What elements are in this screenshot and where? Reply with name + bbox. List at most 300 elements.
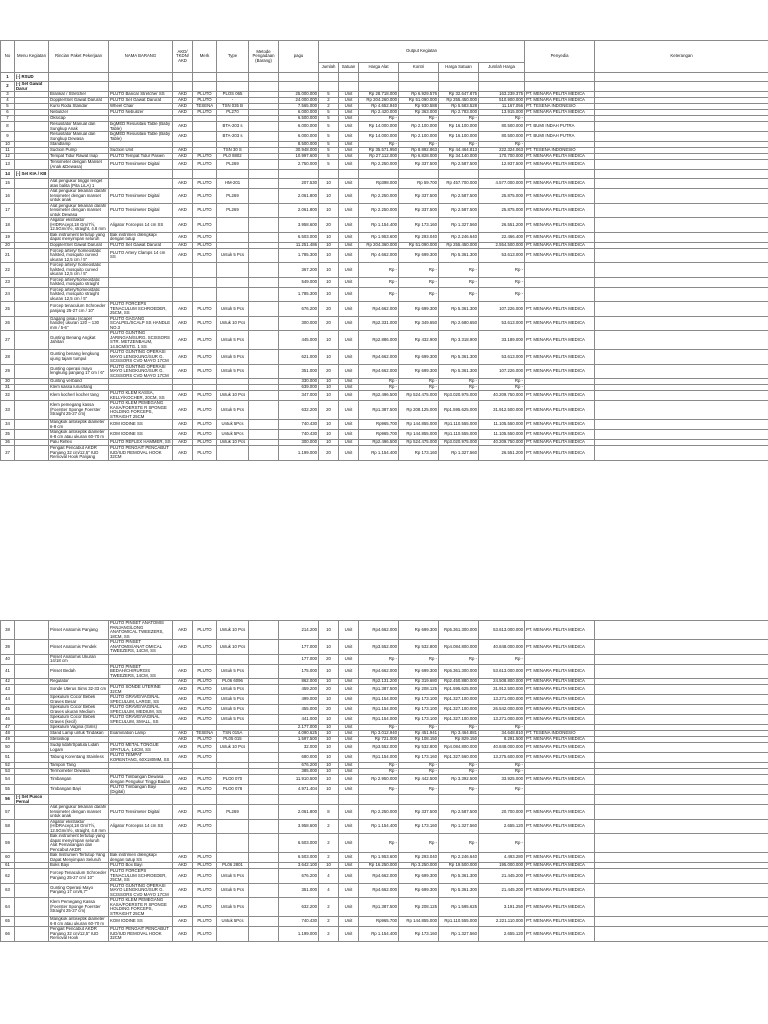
- cell-akd: AKD: [173, 715, 193, 725]
- cell-harga-satuan: Rp -: [439, 142, 479, 148]
- cell-menu: [15, 160, 49, 170]
- cell-satuan: Unit: [339, 737, 359, 743]
- cell-menu: [-] Set KIA / KB: [15, 170, 49, 179]
- cell-keterangan: [595, 277, 768, 287]
- cell-akd: AKD: [173, 430, 193, 440]
- cell-pagu: 1.785.300: [279, 248, 319, 263]
- cell-kontri: Rp -: [399, 277, 439, 287]
- cell-merk: PLUTO: [193, 685, 217, 695]
- col-header-jumlah-harga: Jumlah Harga: [479, 63, 525, 73]
- cell-merk: PLUTO: [193, 189, 217, 204]
- cell-rincian: Gunting benang lengkung ujung tajam tumpul: [49, 350, 109, 365]
- cell-nama-barang: PLUTO GRAVE/VAGINAL SPECULUM, LARGE, SS: [109, 695, 173, 705]
- cell-kontri: Rp 337.500: [399, 203, 439, 218]
- cell-keterangan: [595, 302, 768, 317]
- cell-merk: PLUTO: [193, 621, 217, 640]
- cell-nama-barang: PLUTO Timbangan Dewasa dengan Pengukur Tinggi Badan: [109, 775, 173, 785]
- cell-keterangan: [595, 785, 768, 795]
- cell-rincian: Pinset Bedah: [49, 664, 109, 679]
- cell-jumlah-harga: 22.466.400: [479, 232, 525, 242]
- cell-menu: [15, 401, 49, 420]
- cell-harga-alat: Rp4.662.000: [359, 621, 399, 640]
- cell-merk: PLUTO: [193, 743, 217, 753]
- cell-pagu: 6.000.000: [279, 122, 319, 132]
- cell-penyedia: PT. MENARA PELITA MEDICA: [525, 863, 595, 869]
- cell-akd: AKD: [173, 819, 193, 834]
- cell-no: 38: [1, 621, 15, 640]
- cell-akd: AKD: [173, 705, 193, 715]
- cell-menu: [15, 316, 49, 331]
- cell-rincian: Forcep artery/ homeostatic halsted, mosquito curved ukuran 12,5 cm / 5": [49, 248, 109, 263]
- cell-kontri: Rp 451.941: [399, 731, 439, 737]
- cell-satuan: Unit: [339, 379, 359, 385]
- cell-akd: [173, 287, 193, 302]
- cell-type: [217, 232, 249, 242]
- cell-penyedia: PT. MENARA PELITA MEDICA: [525, 819, 595, 834]
- cell-merk: [193, 73, 217, 82]
- cell-jumlah: 20: [319, 654, 339, 664]
- cell-keterangan: [595, 401, 768, 420]
- cell-jumlah-harga: Rp -: [479, 763, 525, 769]
- cell-akd: AKD: [173, 248, 193, 263]
- cell-nama-barang: PLUTO GUNTING OPERASI MAYO LENGKUNG/SUR G. SCISSORS CVD MAYO 17CM: [109, 883, 173, 898]
- cell-no: 31: [1, 385, 15, 391]
- cell-jumlah: 10: [319, 391, 339, 401]
- table-row: [1, 132, 768, 142]
- cell-metode: [249, 917, 279, 927]
- table-row: [1, 685, 768, 695]
- cell-satuan: Unit: [339, 883, 359, 898]
- cell-harga-alat: Rp 1.154.400: [359, 218, 399, 233]
- cell-jumlah-harga: 40.209.750.000: [479, 440, 525, 446]
- cell-keterangan: [595, 743, 768, 753]
- cell-akd: AKD: [173, 179, 193, 189]
- cell-harga-alat: Rp -: [359, 277, 399, 287]
- cell-harga-alat: Rp 2.250.000: [359, 805, 399, 820]
- cell-harga-alat: Rp 14.000.000: [359, 132, 399, 142]
- cell-satuan: Unit: [339, 731, 359, 737]
- cell-harga-alat: Rp 2.250.000: [359, 189, 399, 204]
- cell-menu: [15, 853, 49, 863]
- cell-rincian: Tampon Tang: [49, 763, 109, 769]
- cell-metode: [249, 869, 279, 884]
- cell-type: PL06 2801: [217, 863, 249, 869]
- cell-jumlah-harga: 20.700.000: [479, 805, 525, 820]
- cell-penyedia: PT. MENARA PELITA MEDICA: [525, 853, 595, 863]
- cell-nama-barang: PLUTO Tensimeter Digital: [109, 805, 173, 820]
- cell-satuan: Unit: [339, 743, 359, 753]
- cell-jumlah: 20: [319, 705, 339, 715]
- cell-type: Untuk 5Pcs: [217, 917, 249, 927]
- table-row: [1, 446, 768, 461]
- cell-kontri: Rp -: [399, 287, 439, 302]
- cell-penyedia: PT. BUMI INDAH PUTRA: [525, 132, 595, 142]
- cell-no: 12: [1, 154, 15, 160]
- cell-pagu: 445.000: [279, 331, 319, 350]
- cell-merk: PLUTO: [193, 401, 217, 420]
- cell-nama-barang: PLUTO GAGANG SCALPEL/SCALP SS HANDLE NO.3: [109, 316, 173, 331]
- cell-harga-satuan: Rp 5.361.300: [439, 302, 479, 317]
- cell-pagu: 7.565.000: [279, 104, 319, 110]
- cell-penyedia: PT. MENARA PELITA MEDICA: [525, 695, 595, 705]
- cell-pagu: 740.430: [279, 917, 319, 927]
- cell-rincian: Pinset Anatomis Panjang: [49, 621, 109, 640]
- cell-type: TSN 015A: [217, 731, 249, 737]
- cell-harga-satuan: Rp 1.595.625: [439, 898, 479, 917]
- cell-harga-alat: Rp4.662.000: [359, 869, 399, 884]
- cell-jumlah: 2: [319, 898, 339, 917]
- cell-akd: AKD: [173, 805, 193, 820]
- table-row: [1, 179, 768, 189]
- table-body-page-2: [1, 621, 768, 942]
- table-row: [1, 430, 768, 440]
- cell-jumlah-harga: 40.848.000.000: [479, 640, 525, 655]
- cell-menu: [15, 898, 49, 917]
- cell-pagu: 30.948.000: [279, 148, 319, 154]
- table-row: [1, 917, 768, 927]
- cell-merk: PLUTO: [193, 350, 217, 365]
- cell-jumlah-harga: 11.105.550.000: [479, 430, 525, 440]
- cell-metode: [249, 122, 279, 132]
- cell-satuan: Unit: [339, 715, 359, 725]
- cell-penyedia: PT. MENARA PELITA MEDICA: [525, 775, 595, 785]
- cell-metode: [249, 654, 279, 664]
- cell-harga-satuan: [439, 82, 479, 92]
- cell-no: 7: [1, 116, 15, 122]
- cell-merk: PLUTO: [193, 640, 217, 655]
- table-row: [1, 160, 768, 170]
- cell-nama-barang: [109, 263, 173, 278]
- cell-jumlah: 10: [319, 379, 339, 385]
- cell-akd: AKD: [173, 122, 193, 132]
- cell-akd: [173, 795, 193, 805]
- cell-pagu: 6.000.000: [279, 132, 319, 142]
- cell-no: 2: [1, 82, 15, 92]
- cell-menu: [15, 364, 49, 379]
- cell-kontri: Rp 293.040: [399, 853, 439, 863]
- cell-penyedia: PT. MENARA PELITA MEDICA: [525, 869, 595, 884]
- cell-kontri: Rp -: [399, 834, 439, 853]
- cell-nama-barang: PLUTO Bancar Stretcher SS: [109, 92, 173, 98]
- table-row: [1, 277, 768, 287]
- table-row: [1, 705, 768, 715]
- cell-type: [217, 753, 249, 763]
- cell-nama-barang: [109, 795, 173, 805]
- cell-kontri: Rp 349.650: [399, 316, 439, 331]
- cell-metode: [249, 805, 279, 820]
- cell-merk: PLUTO: [193, 160, 217, 170]
- cell-pagu: 1.199.000: [279, 927, 319, 942]
- cell-kontri: Rp 337.500: [399, 160, 439, 170]
- cell-satuan: Unit: [339, 863, 359, 869]
- cell-jumlah: 10: [319, 715, 339, 725]
- cell-keterangan: [595, 795, 768, 805]
- cell-merk: PLUTO: [193, 853, 217, 863]
- cell-rincian: Bak Instrumen Tertutup Yang Dapat Menyimpan Seluruh: [49, 853, 109, 863]
- cell-satuan: Unit: [339, 218, 359, 233]
- cell-jumlah-harga: 2.655.120: [479, 927, 525, 942]
- col-header-rincian: Rincian Paket Pekerjaan: [49, 41, 109, 73]
- cell-penyedia: [525, 277, 595, 287]
- cell-type: Untuk 5 Pcs: [217, 869, 249, 884]
- cell-merk: PLUTO: [193, 883, 217, 898]
- cell-metode: [249, 743, 279, 753]
- cell-harga-satuan: Rp -: [439, 277, 479, 287]
- cell-harga-alat: [359, 82, 399, 92]
- cell-no: 36: [1, 440, 15, 446]
- cell-akd: [173, 73, 193, 82]
- cell-pagu: 441.000: [279, 715, 319, 725]
- table-row: [1, 785, 768, 795]
- cell-jumlah: 10: [319, 287, 339, 302]
- cell-no: 66: [1, 927, 15, 942]
- cell-type: [217, 654, 249, 664]
- cell-pagu: 2.177.000: [279, 725, 319, 731]
- cell-merk: PLUTO: [193, 446, 217, 461]
- cell-jumlah-harga: 26.542.000.000: [479, 705, 525, 715]
- cell-merk: PLUTO: [193, 805, 217, 820]
- cell-menu: [15, 179, 49, 189]
- cell-akd: AKD: [173, 737, 193, 743]
- cell-nama-barang: Wheel Chair: [109, 104, 173, 110]
- cell-harga-satuan: Rp 44.464.813: [439, 148, 479, 154]
- cell-pagu: 6.503.000: [279, 232, 319, 242]
- cell-nama-barang: PLUTO TEMPAT KORENTANG, 60X180MM, SS: [109, 753, 173, 763]
- cell-no: 44: [1, 695, 15, 705]
- cell-kontri: Rp -: [399, 142, 439, 148]
- cell-no: 60: [1, 853, 15, 863]
- cell-pagu: 385.000: [279, 769, 319, 775]
- cell-jumlah: 5: [319, 110, 339, 116]
- cell-merk: PLUTO: [193, 440, 217, 446]
- cell-akd: [173, 263, 193, 278]
- cell-merk: [193, 170, 217, 179]
- cell-nama-barang: Aligator Forcepss 14 cm SS: [109, 819, 173, 834]
- cell-akd: AKD: [173, 753, 193, 763]
- cell-satuan: Unit: [339, 401, 359, 420]
- table-row: [1, 218, 768, 233]
- procurement-table-page-1: [0, 40, 768, 461]
- cell-penyedia: PT. MENARA PELITA MEDICA: [525, 218, 595, 233]
- cell-pagu: 676.200: [279, 302, 319, 317]
- cell-keterangan: [595, 218, 768, 233]
- cell-pagu: 6.503.000: [279, 853, 319, 863]
- cell-metode: [249, 705, 279, 715]
- table-row: [1, 853, 768, 863]
- cell-harga-satuan: Rp 3.464.881: [439, 731, 479, 737]
- cell-type: Untuk 10 Pcs: [217, 391, 249, 401]
- cell-nama-barang: PLUTO PINSET ANATOMIS/ANAT OMICAL TWEEZERS, 14CM, SS: [109, 640, 173, 655]
- cell-rincian: Klem Pemegang Kassa (Foerster Sponge Foerster Straight 25-27 cm): [49, 898, 109, 917]
- cell-harga-alat: Rp1.154.000: [359, 753, 399, 763]
- cell-satuan: Unit: [339, 446, 359, 461]
- cell-type: PL269: [217, 189, 249, 204]
- cell-harga-satuan: Rp 34.140.000: [439, 154, 479, 160]
- cell-menu: [15, 446, 49, 461]
- cell-jumlah: 10: [319, 420, 339, 430]
- cell-type: BTA-203 s: [217, 132, 249, 142]
- cell-type: Untuk 10 Pcs: [217, 640, 249, 655]
- cell-penyedia: PT. MENARA PELITA MEDICA: [525, 705, 595, 715]
- cell-menu: [15, 834, 49, 853]
- cell-harga-satuan: Rp -: [439, 116, 479, 122]
- cell-type: Untuk 5 Pcs: [217, 898, 249, 917]
- cell-kontri: Rp 59.700: [399, 179, 439, 189]
- cell-harga-alat: Rp -: [359, 834, 399, 853]
- cell-kontri: Rp 699.300: [399, 350, 439, 365]
- cell-jumlah: 20: [319, 685, 339, 695]
- cell-jumlah-harga: 53.613.000: [479, 316, 525, 331]
- cell-merk: PLUTO: [193, 898, 217, 917]
- cell-type: TSN 035 B: [217, 104, 249, 110]
- cell-type: PL269: [217, 160, 249, 170]
- cell-metode: [249, 331, 279, 350]
- cell-jumlah-harga: 31.912.500.000: [479, 685, 525, 695]
- cell-jumlah: 8: [319, 805, 339, 820]
- cell-kontri: Rp 699.300: [399, 621, 439, 640]
- cell-no: 28: [1, 350, 15, 365]
- cell-rincian: Suction Pump: [49, 148, 109, 154]
- cell-rincian: Stand Lamp untuk Tindakan: [49, 731, 109, 737]
- cell-no: 42: [1, 679, 15, 685]
- cell-penyedia: PT. MENARA PELITA MEDICA: [525, 92, 595, 98]
- cell-harga-satuan: Rp4.084.800.000: [439, 743, 479, 753]
- cell-no: 6: [1, 110, 15, 116]
- cell-satuan: Unit: [339, 263, 359, 278]
- cell-satuan: Unit: [339, 430, 359, 440]
- cell-rincian: [49, 73, 109, 82]
- cell-pagu: 740.430: [279, 430, 319, 440]
- cell-no: 39: [1, 640, 15, 655]
- cell-harga-satuan: Rp2.450.880.000: [439, 679, 479, 685]
- cell-akd: AKD: [173, 883, 193, 898]
- cell-metode: [249, 834, 279, 853]
- cell-akd: AKD: [173, 621, 193, 640]
- cell-jumlah: 10: [319, 203, 339, 218]
- cell-metode: [249, 715, 279, 725]
- cell-jumlah: 2: [319, 853, 339, 863]
- cell-penyedia: PT. MENARA PELITA MEDICA: [525, 364, 595, 379]
- cell-jumlah: 10: [319, 232, 339, 242]
- cell-penyedia: [525, 263, 595, 278]
- cell-no: 56: [1, 795, 15, 805]
- cell-pagu: 351.000: [279, 883, 319, 898]
- cell-no: 25: [1, 302, 15, 317]
- cell-harga-satuan: Rp 5.361.300: [439, 350, 479, 365]
- cell-no: 58: [1, 819, 15, 834]
- cell-kontri: Rp -: [399, 379, 439, 385]
- cell-rincian: Forcep tenaculum Schroeder panjang 25-27 cm / 10": [49, 302, 109, 317]
- cell-no: 43: [1, 685, 15, 695]
- cell-pagu: 207.530: [279, 179, 319, 189]
- cell-harga-alat: Rp -: [359, 769, 399, 775]
- cell-harga-alat: Rp3.552.000: [359, 743, 399, 753]
- cell-jumlah-harga: 4.577.000.000: [479, 179, 525, 189]
- cell-metode: [249, 621, 279, 640]
- cell-harga-satuan: Rp 829.150: [439, 737, 479, 743]
- cell-jumlah-harga: 12.937.500: [479, 160, 525, 170]
- cell-keterangan: [595, 179, 768, 189]
- cell-jumlah-harga: 13.275.600.000: [479, 753, 525, 763]
- cell-keterangan: [595, 898, 768, 917]
- cell-no: 15: [1, 179, 15, 189]
- cell-jumlah-harga: 53.613.000.000: [479, 621, 525, 640]
- cell-penyedia: PT. MENARA PELITA MEDICA: [525, 350, 595, 365]
- cell-harga-alat: Rp965.700: [359, 430, 399, 440]
- cell-menu: [15, 753, 49, 763]
- cell-keterangan: [595, 853, 768, 863]
- cell-keterangan: [595, 819, 768, 834]
- cell-type: Untuk 5 Pcs: [217, 248, 249, 263]
- cell-jumlah: 5: [319, 132, 339, 142]
- cell-rincian: Gunting operasi mayo lengkung panjang 17 cm / 6": [49, 364, 109, 379]
- cell-harga-satuan: Rp3.020.975.000: [439, 391, 479, 401]
- cell-keterangan: [595, 430, 768, 440]
- cell-harga-satuan: Rp1.110.555.000: [439, 430, 479, 440]
- cell-penyedia: PT. MENARA PELITA MEDICA: [525, 753, 595, 763]
- cell-satuan: Unit: [339, 805, 359, 820]
- cell-nama-barang: KOM IODINE SS: [109, 420, 173, 430]
- table-row: [1, 715, 768, 725]
- cell-harga-alat: Rp 3.012.940: [359, 731, 399, 737]
- cell-harga-alat: Rp 35.571.950: [359, 148, 399, 154]
- cell-jumlah-harga: 80.500.000: [479, 132, 525, 142]
- cell-jumlah-harga: 13.271.000.000: [479, 695, 525, 705]
- cell-jumlah: 10: [319, 331, 339, 350]
- cell-jumlah: 2: [319, 834, 339, 853]
- cell-penyedia: PT. MENARA PELITA MEDICA: [525, 242, 595, 248]
- cell-jumlah-harga: Rp -: [479, 116, 525, 122]
- cell-merk: PLUTO: [193, 154, 217, 160]
- cell-menu: [15, 391, 49, 401]
- cell-kontri: Rp -: [399, 116, 439, 122]
- cell-akd: [173, 170, 193, 179]
- cell-jumlah: 2: [319, 98, 339, 104]
- cell-nama-barang: PLUTO KLEM PEMEGANG KASA/FOERSTE R SPONGE HOLDING FORCEPS, STRAIGHT 25CM: [109, 401, 173, 420]
- cell-nama-barang: PLUTO GUNTING OPERASI MAYO LENGKUNG/SUR G. SCISSORS CVD MAYO 17CM: [109, 364, 173, 379]
- cell-jumlah-harga: 26.551.200: [479, 446, 525, 461]
- cell-type: Untuk 5 Pcs: [217, 883, 249, 898]
- cell-jumlah-harga: Rp -: [479, 769, 525, 775]
- cell-harga-alat: Rp 1.953.600: [359, 232, 399, 242]
- table-row: [1, 331, 768, 350]
- cell-jumlah: 20: [319, 364, 339, 379]
- cell-harga-satuan: Rp 2.587.500: [439, 189, 479, 204]
- cell-keterangan: [595, 189, 768, 204]
- cell-rincian: Klem kocher/ kocher tang: [49, 391, 109, 401]
- cell-satuan: Unit: [339, 116, 359, 122]
- cell-akd: AKD: [173, 785, 193, 795]
- cell-metode: [249, 132, 279, 142]
- cell-jumlah-harga: 33.925.000: [479, 775, 525, 785]
- cell-type: [217, 819, 249, 834]
- cell-merk: [193, 834, 217, 853]
- cell-menu: [15, 654, 49, 664]
- cell-jumlah: 10: [319, 242, 339, 248]
- cell-kontri: Rp 173.160: [399, 819, 439, 834]
- cell-jumlah: 10: [319, 731, 339, 737]
- cell-penyedia: PT. MENARA PELITA MEDICA: [525, 420, 595, 430]
- cell-merk: [193, 132, 217, 142]
- cell-kontri: Rp 699.300: [399, 364, 439, 379]
- cell-satuan: Unit: [339, 302, 359, 317]
- cell-penyedia: [525, 795, 595, 805]
- cell-kontri: Rp 144.855.000: [399, 917, 439, 927]
- cell-keterangan: [595, 705, 768, 715]
- cell-rincian: Resusitator Manual dan Sungkup Dewasa: [49, 132, 109, 142]
- cell-merk: PLUTO: [193, 248, 217, 263]
- cell-pagu: 862.000: [279, 679, 319, 685]
